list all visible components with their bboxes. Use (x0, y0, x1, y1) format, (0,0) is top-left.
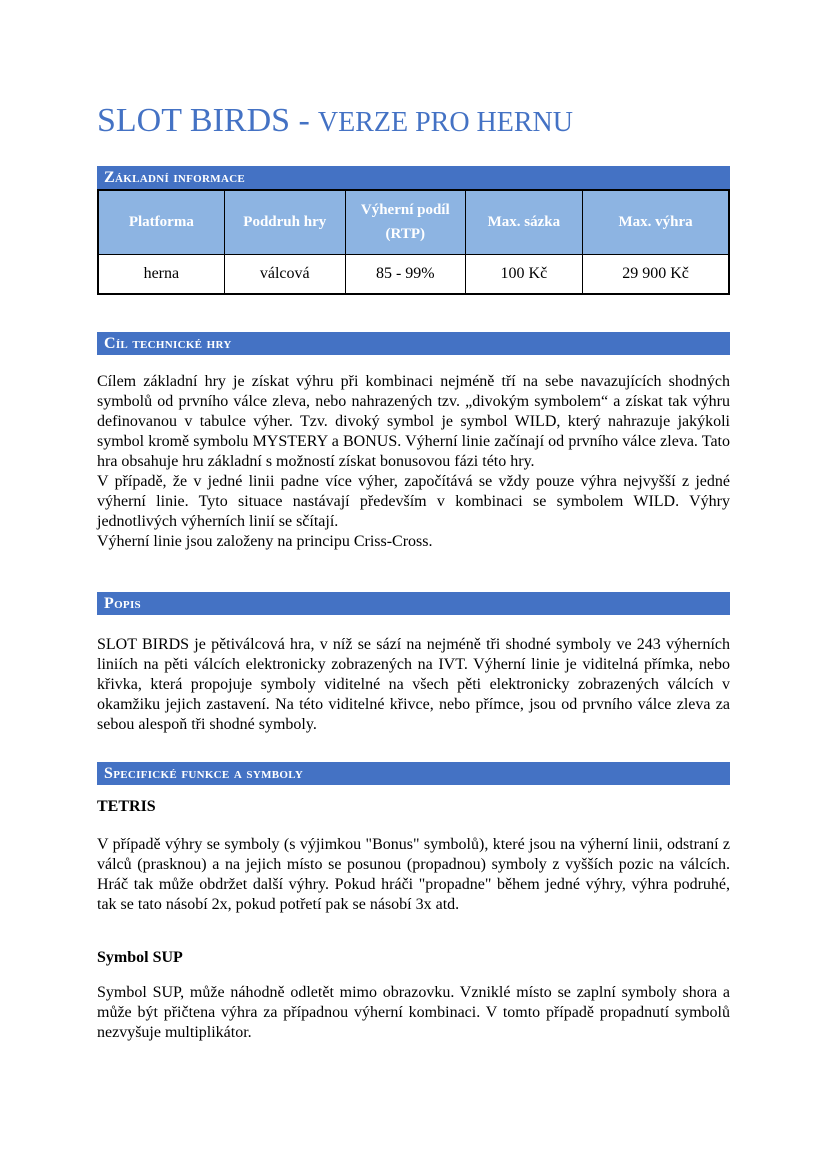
table-header-cell-poddruh-hry: Poddruh hry (224, 190, 345, 254)
table-header-cell-max-vyhra: Max. výhra (583, 190, 729, 254)
basic-info-table (97, 189, 730, 295)
subsection-heading-tetris: TETRIS (97, 798, 156, 815)
page-title (97, 100, 730, 143)
table-row (98, 254, 729, 294)
section-header-specificke-funkce (97, 762, 730, 785)
page-title-sub: VERZE PRO HERNU (317, 107, 573, 138)
popis-paragraph: SLOT BIRDS je pětiválcová hra, v níž se sází na nejméně tři shodné symboly ve 243 výherních liniích na pěti válcích elektronicky zobrazených na IVT. Výherní linie je viditelná přímka, nebo křivka, která propojuje symboly viditelné na všech pěti elektronicky zobrazených válcích v okamžiku jejich zastavení. Na této viditelné křivce, nebo přímce, jsou od prvního válce zleva za sebou alespoň tři shodné symboly. (97, 636, 730, 733)
table-header-cell-platforma: Platforma (98, 190, 224, 254)
table-header-cell-max-sazka: Max. sázka (465, 190, 582, 254)
symbol-sup-paragraph: Symbol SUP, může náhodně odletět mimo obrazovku. Vzniklé místo se zaplní symboly shora a může být přičtena výhra za případnou výherní kombinaci. V tomto případě propadnutí symbolů nezvyšuje multiplikátor. (97, 984, 730, 1041)
section-header-label: Základní informace (104, 169, 246, 186)
goal-text-block (97, 372, 730, 552)
tetris-paragraph: V případě výhry se symboly (s výjimkou "Bonus" symbolů), které jsou na výherní linii, odstraní z válců (prasknou) a na jejich místo se posunou (propadnou) symboly z vyšších pozic na válcích. Hráč tak může obdržet další výhry. Pokud hráči "propadne" během jedné výhry, výhra podruhé, tak se tato násobí 2x, pokud potřetí pak se násobí 3x atd. (97, 836, 730, 913)
table-cell-vyherni-podil: 85 - 99% (345, 254, 465, 294)
table-cell-poddruh-hry: válcová (224, 254, 345, 294)
table-cell-platforma: herna (98, 254, 224, 294)
page-title-main: SLOT BIRDS - (97, 102, 310, 139)
section-header-label: Specifické funkce a symboly (104, 765, 304, 782)
section-header-popis (97, 592, 730, 615)
section-header-zakladni-informace (97, 166, 730, 189)
table-header-cell-vyherni-podil: Výherní podíl (RTP) (345, 190, 465, 254)
table-header-row (98, 190, 729, 254)
section-header-cil-technicke-hry (97, 332, 730, 355)
popis-text-block (97, 635, 730, 735)
section-header-label: Cíl technické hry (104, 335, 232, 352)
goal-paragraph: Výherní linie jsou založeny na principu Criss-Cross. (97, 533, 433, 550)
subsection-heading-symbol-sup: Symbol SUP (97, 949, 183, 966)
goal-paragraph: Cílem základní hry je získat výhru při kombinaci nejméně tří na sebe navazujících shodných symbolů od prvního válce zleva, nebo nahrazených tzv. „divokým symbolem“ a získat tak výhru definovanou v tabulce výher. Tzv. divoký symbol je symbol WILD, který nahrazuje jakýkoli symbol kromě symbolu MYSTERY a BONUS. Výherní linie začínají od prvního válce zleva. Tato hra obsahuje hru základní s možností získat bonusovou fázi této hry. (97, 373, 730, 470)
table-cell-max-vyhra: 29 900 Kč (583, 254, 729, 294)
table-cell-max-sazka: 100 Kč (465, 254, 582, 294)
section-header-label: Popis (104, 595, 141, 612)
goal-paragraph: V případě, že v jedné linii padne více výher, započítává se vždy pouze výhra nejvyšší z jedné výherní linie. Tyto situace nastávají především v kombinaci se symbolem WILD. Výhry jednotlivých výherních linií se sčítají. (97, 473, 730, 530)
